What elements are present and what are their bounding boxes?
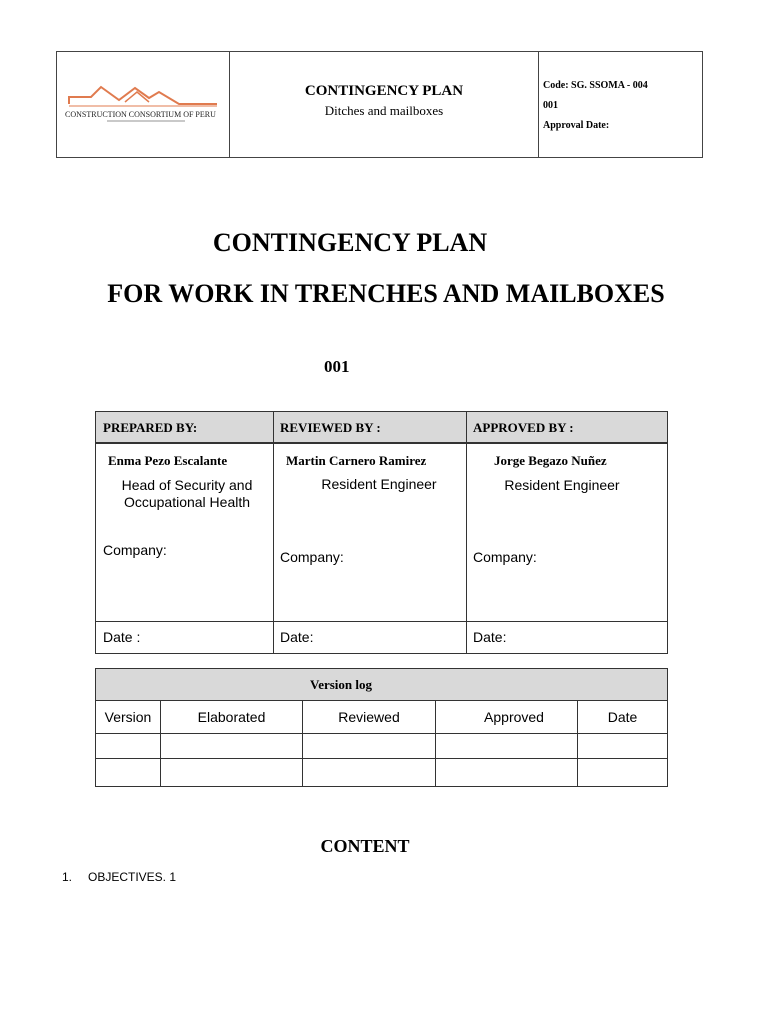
approver-role: Resident Engineer <box>504 477 620 493</box>
reviewer-role: Resident Engineer <box>321 476 437 492</box>
header-title: CONTINGENCY PLAN <box>304 83 464 99</box>
signatures-table <box>95 411 668 654</box>
page-subtitle: FOR WORK IN TRENCHES AND MAILBOXES <box>107 279 665 308</box>
header-prepared-by: PREPARED BY: <box>103 420 198 435</box>
approval-date: Approval Date: <box>543 120 610 131</box>
column-header-reviewed: Reviewed <box>338 709 400 725</box>
column-header-approved: Approved <box>484 709 544 725</box>
preparer-role <box>96 477 278 511</box>
page-title: CONTINGENCY PLAN <box>212 228 488 257</box>
column-header-elaborated: Elaborated <box>197 709 266 725</box>
document-header <box>56 51 703 158</box>
column-header-version: Version <box>104 709 152 725</box>
approver-name: Jorge Begazo Nuñez <box>494 453 607 468</box>
header-approved-by: APPROVED BY : <box>473 420 574 435</box>
reviewer-name: Martin Carnero Ramirez <box>286 453 427 468</box>
reviewer-company: Company: <box>280 549 344 565</box>
document-code-suffix: 001 <box>543 100 558 111</box>
company-logo-icon <box>67 82 219 132</box>
content-heading: CONTENT <box>320 836 410 856</box>
document-code: Code: SG. SSOMA - 004 <box>543 80 648 91</box>
toc-item-objectives[interactable]: OBJECTIVES. 1 <box>88 870 177 884</box>
toc-item-number: 1. <box>62 870 73 884</box>
preparer-role-line1: Head of Security and <box>121 477 253 493</box>
row-divider <box>96 621 667 622</box>
preparer-name: Enma Pezo Escalante <box>108 453 228 468</box>
column-divider <box>273 412 274 653</box>
header-divider <box>538 52 539 157</box>
header-reviewed-by: REVIEWED BY : <box>280 420 381 435</box>
logo-text: CONSTRUCTION CONSORTIUM OF PERU <box>65 110 216 119</box>
version-log-title: Version log <box>310 677 372 692</box>
preparer-company: Company: <box>103 542 167 558</box>
header-subtitle: Ditches and mailboxes <box>324 103 444 118</box>
column-divider <box>466 412 467 653</box>
row-divider <box>96 758 667 759</box>
document-number: 001 <box>324 357 350 376</box>
version-log-table <box>95 668 668 787</box>
preparer-date: Date : <box>103 629 141 645</box>
row-divider <box>96 733 667 734</box>
approver-company: Company: <box>473 549 537 565</box>
reviewer-date: Date: <box>280 629 314 645</box>
column-header-date: Date <box>607 709 638 725</box>
approver-date: Date: <box>473 629 507 645</box>
preparer-role-line2: Occupational Health <box>123 494 251 510</box>
